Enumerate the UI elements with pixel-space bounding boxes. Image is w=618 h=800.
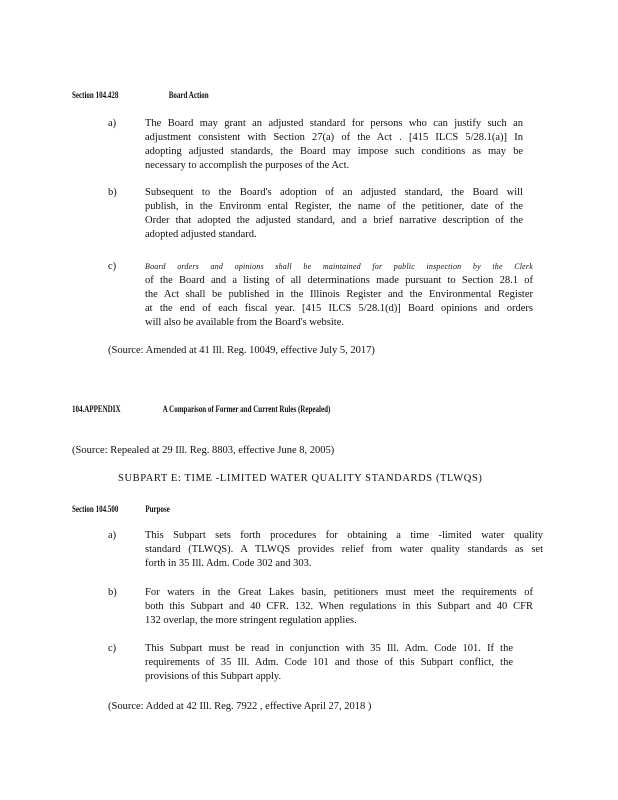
item-label-b: b) <box>108 587 117 598</box>
paragraph-line: both this Subpart and 40 CFR. 132. When regulations in this Subpart and 40 CFR <box>145 601 533 612</box>
appendix-heading <box>72 404 330 414</box>
section-number: Section 104.428 <box>72 90 119 100</box>
paragraph-line: will also be available from the Board's website. <box>145 317 345 328</box>
paragraph-line: adjustment consistent with Section 27(a) of the Act . [415 ILCS 5/28.1(a)] In <box>145 132 523 143</box>
item-label-b: b) <box>108 187 117 198</box>
section-104-428-paragraph-c <box>145 260 533 330</box>
paragraph-line: For waters in the Great Lakes basin, petitioners must meet the requirements of <box>145 587 533 598</box>
paragraph-line: Subsequent to the Board's adoption of an adjusted standard, the Board will <box>145 187 523 198</box>
paragraph-line: This Subpart sets forth procedures for obtaining a time -limited water quality <box>145 530 543 541</box>
paragraph-line: forth in 35 Ill. Adm. Code 302 and 303. <box>145 558 312 569</box>
item-label-a: a) <box>108 118 117 129</box>
item-label-c: c) <box>108 261 117 272</box>
section-104-500-heading <box>72 504 170 514</box>
paragraph-line: This Subpart must be read in conjunction with 35 Ill. Adm. Code 101. If the <box>145 643 513 654</box>
paragraph-line: adopted adjusted standard. <box>145 229 257 240</box>
paragraph-line: the Act shall be published in the Illinois Register and the Environmental Register <box>145 289 533 300</box>
section-104-428-paragraph-b <box>145 186 523 242</box>
paragraph-line: publish, in the Environm ental Register, the name of the petitioner, date of the <box>145 201 523 212</box>
paragraph-line: adopting adjusted standards, the Board may impose such conditions as may be <box>145 146 523 157</box>
section-title: Board Action <box>168 90 209 100</box>
paragraph-line: at the end of each fiscal year. [415 ILCS 5/28.1(d)] Board opinions and orders <box>145 303 533 314</box>
item-label-a: a) <box>108 530 117 541</box>
paragraph-line: necessary to accomplish the purposes of the Act. <box>145 160 350 171</box>
paragraph-line: Order that adopted the adjusted standard, and a brief narrative description of the <box>145 215 523 226</box>
item-label-c: c) <box>108 643 117 654</box>
paragraph-line: provisions of this Subpart apply. <box>145 671 282 682</box>
paragraph-line: Board orders and opinions shall be maintained for public inspection by the Clerk <box>145 262 533 271</box>
paragraph-line: standard (TLWQS). A TLWQS provides relief from water quality standards as set <box>145 544 543 555</box>
section-number: Section 104.500 <box>72 504 119 514</box>
paragraph-line: The Board may grant an adjusted standard for persons who can justify such an <box>145 118 523 129</box>
subpart-e-heading: SUBPART E: TIME -LIMITED WATER QUALITY STANDARDS (TLWQS) <box>118 473 483 484</box>
source-note-104-500: (Source: Added at 42 Ill. Reg. 7922 , effective April 27, 2018 ) <box>108 701 372 712</box>
appendix-number: 104.APPENDIX <box>72 404 121 414</box>
paragraph-line: of the Board and a listing of all determinations made pursuant to Section 28.1 of <box>145 275 533 286</box>
source-note-104-428: (Source: Amended at 41 Ill. Reg. 10049, effective July 5, 2017) <box>108 345 375 356</box>
section-104-500-paragraph-c <box>145 642 513 684</box>
paragraph-line: requirements of 35 Ill. Adm. Code 101 and those of this Subpart conflict, the <box>145 657 513 668</box>
section-title: Purpose <box>145 504 170 514</box>
section-104-428-heading <box>72 90 209 100</box>
source-note-appendix: (Source: Repealed at 29 Ill. Reg. 8803, effective June 8, 2005) <box>72 445 335 456</box>
section-104-500-paragraph-a <box>145 529 543 571</box>
section-104-500-paragraph-b <box>145 586 533 628</box>
paragraph-line: 132 overlap, the more stringent regulation applies. <box>145 615 357 626</box>
section-104-428-paragraph-a <box>145 117 523 173</box>
appendix-title: A Comparison of Former and Current Rules (Repealed) <box>162 404 331 414</box>
